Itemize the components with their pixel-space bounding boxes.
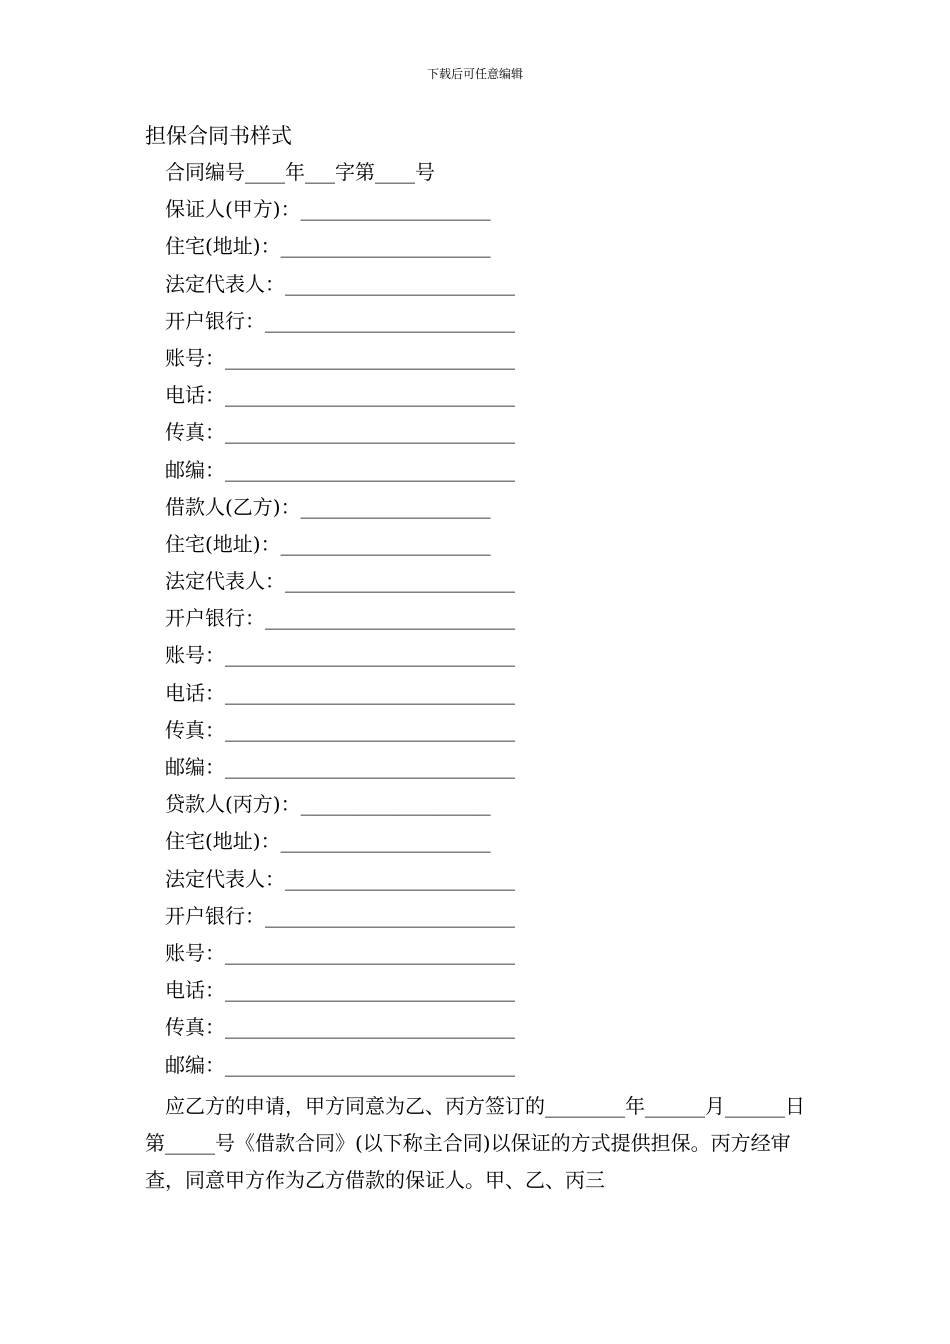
borrower-legal-rep-field: 法定代表人：_______________________ [165,569,515,594]
party-field-list [165,157,515,1087]
borrower-postcode-field: 邮编：_____________________________ [165,755,515,779]
lender-postcode-field: 邮编：_____________________________ [165,1052,515,1077]
page-header-note: 下载后可任意编辑 [426,67,523,81]
guarantee-body-paragraph: 应乙方的申请，甲方同意为乙、丙方签订的________年______月______日第_____号《借款合同》(以下称主合同)以保证的方式提供担保。丙方经审查，同意甲方作为乙方借款的保证人。甲、乙、丙三 [145,1094,805,1193]
borrower-bank-field: 开户银行：_________________________ [165,606,515,631]
guarantor-address-field: 住宅(地址)：_____________________ [165,234,491,259]
borrower-phone-field: 电话：_____________________________ [165,680,515,705]
guarantor-name-field: 保证人(甲方)：___________________ [165,197,491,222]
guarantor-account-field: 账号：_____________________________ [165,345,515,370]
borrower-account-field: 账号：_____________________________ [165,643,515,668]
lender-account-field: 账号：_____________________________ [165,940,515,965]
guarantor-fax-field: 传真：_____________________________ [165,420,515,445]
lender-name-field: 贷款人(丙方)：___________________ [165,792,491,817]
guarantor-postcode-field: 邮编：_____________________________ [165,457,515,482]
document-title: 担保合同书样式 [145,124,292,148]
lender-address-field: 住宅(地址)：_____________________ [165,829,491,854]
guarantor-legal-rep-field: 法定代表人：_______________________ [165,271,515,296]
borrower-fax-field: 传真：_____________________________ [165,717,515,742]
lender-bank-field: 开户银行：_________________________ [165,903,515,928]
borrower-name-field: 借款人(乙方)：___________________ [165,494,491,519]
lender-phone-field: 电话：_____________________________ [165,978,515,1003]
lender-legal-rep-field: 法定代表人：_______________________ [165,866,515,891]
guarantor-bank-field: 开户银行：_________________________ [165,308,515,333]
lender-fax-field: 传真：_____________________________ [165,1015,515,1040]
contract-number-line: 合同编号____年___字第____号 [165,160,435,184]
guarantor-phone-field: 电话：_____________________________ [165,383,515,408]
borrower-address-field: 住宅(地址)：_____________________ [165,531,491,556]
